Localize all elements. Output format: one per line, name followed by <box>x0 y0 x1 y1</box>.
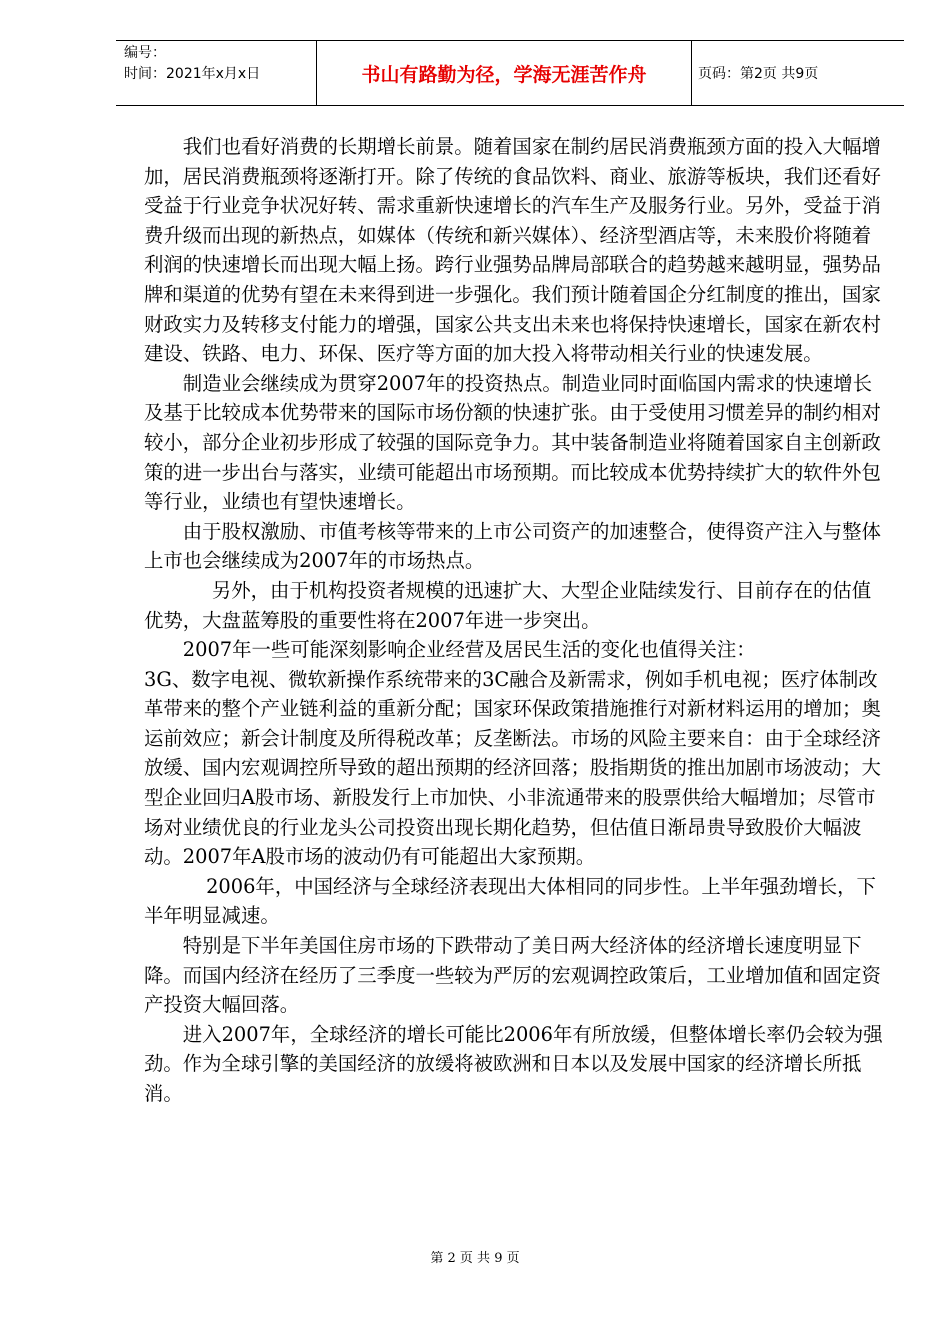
paragraph-2006-economy: 2006年，中国经济与全球经济表现出大体相同的同步性。上半年强劲增长，下半年明显减速。 <box>144 874 876 928</box>
paragraph-consumption: 我们也看好消费的长期增长前景。随着国家在制约居民消费瓶颈方面的投入大幅增加，居民消费瓶颈将逐渐打开。除了传统的食品饮料、商业、旅游等板块，我们还看好受益于行业竞争状况好转、需求重新快速增长的汽车生产及服务行业。另外，受益于消费升级而出现的新热点，如媒体（传统和新兴媒体）、经济型酒店等，未来股价将随着利润的快速增长而出现大幅上扬。跨行业强势品牌局部联合的趋势越来越明显，强势品牌和渠道的优势有望在未来得到进一步强化。我们预计随着国企分红制度的推出，国家财政实力及转移支付能力的增强，国家公共支出未来也将保持快速增长，国家在新农村建设、铁路、电力、环保、医疗等方面的加大投入将带动相关行业的快速发展。 <box>144 135 881 366</box>
document-time: 时间：2021年x月x日 <box>124 66 261 82</box>
paragraph-2007-outlook: 进入2007年，全球经济的增长可能比2006年有所放缓，但整体增长率仍会较为强劲。作为全球引擎的美国经济的放缓将被欧洲和日本以及发展中国家的经济增长所抵消。 <box>144 1022 883 1105</box>
header-page-code: 页码：第2页 共9页 <box>698 66 819 82</box>
paragraph-manufacturing: 制造业会继续成为贯穿2007年的投资热点。制造业同时面临国内需求的快速增长及基于比较成本优势带来的国际市场份额的快速扩张。由于受使用习惯差异的制约相对较小，部分企业初步形成了较强的国际竞争力。其中装备制造业将随着国家自主创新政策的进一步出台与落实，业绩可能超出市场预期。而比较成本优势持续扩大的软件外包等行业，业绩也有望快速增长。 <box>144 371 881 514</box>
paragraph-changes-and-risks: 3G、数字电视、微软新操作系统带来的3C融合及新需求，例如手机电视；医疗体制改革带来的整个产业链利益的重新分配；国家环保政策措施推行对新材料运用的增加；奥运前效应；新会计制度及所得税改革；反垄断法。市场的风险主要来自：由于全球经济放缓、国内宏观调控所导致的超出预期的经济回落；股指期货的推出加剧市场波动；大型企业回归A股市场、新股发行上市加快、小非流通带来的股票供给大幅增加；尽管市场对业绩优良的行业龙头公司投资出现长期化趋势，但估值日渐昂贵导致股价大幅波动。2007年A股市场的波动仍有可能超出大家预期。 <box>144 667 881 869</box>
paragraph-changes-heading: 2007年一些可能深刻影响企业经营及居民生活的变化也值得关注： <box>182 638 756 662</box>
paragraph-us-housing: 特别是下半年美国住房市场的下跌带动了美日两大经济体的经济增长速度明显下降。而国内经济在经历了三季度一些较为严厉的宏观调控政策后，工业增加值和固定资产投资大幅回落。 <box>144 934 881 1017</box>
header-meta <box>116 41 316 105</box>
page-header <box>116 40 904 106</box>
document-number: 编号： <box>124 45 166 61</box>
header-motto: 书山有路勤为径，学海无涯苦作舟 <box>316 41 692 105</box>
paragraph-asset-injection: 由于股权激励、市值考核等带来的上市公司资产的加速整合，使得资产注入与整体上市也会继续成为2007年的市场热点。 <box>144 519 881 573</box>
document-body <box>144 132 884 1109</box>
paragraph-blue-chips: 另外，由于机构投资者规模的迅速扩大、大型企业陆续发行、目前存在的估值优势，大盘蓝筹股的重要性将在2007年进一步突出。 <box>144 578 872 632</box>
page-footer: 第 2 页 共 9 页 <box>430 1251 520 1266</box>
